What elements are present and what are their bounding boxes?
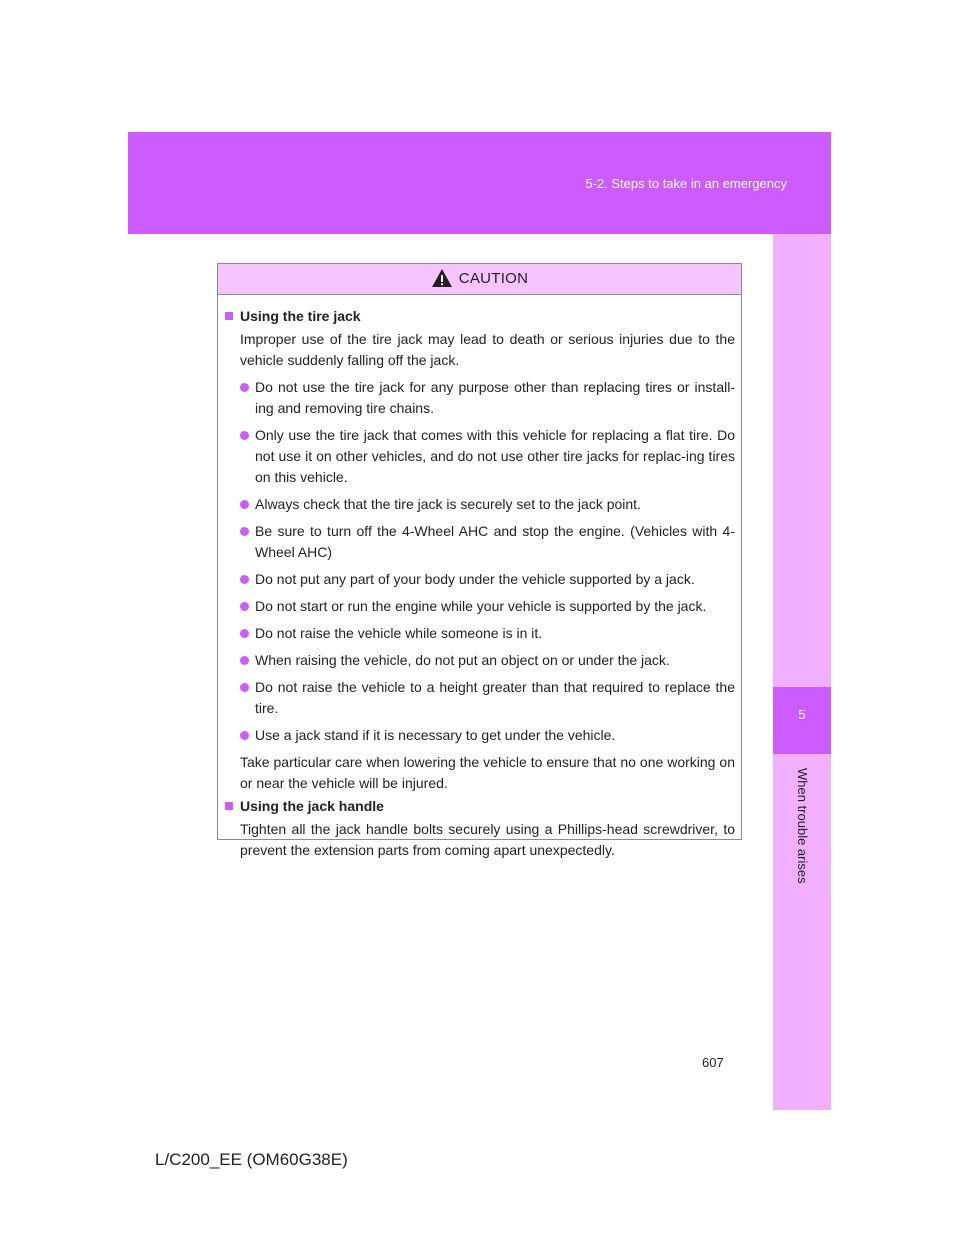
caution-header [218, 264, 741, 295]
bullet-dot-icon [240, 629, 249, 638]
bullet-item [240, 521, 735, 563]
chapter-label: When trouble arises [795, 768, 810, 884]
section-heading [225, 306, 735, 327]
bullet-dot-icon [240, 602, 249, 611]
bullet-dot-icon [240, 575, 249, 584]
bullet-dot-icon [240, 683, 249, 692]
bullet-item [240, 569, 735, 590]
bullet-item [240, 596, 735, 617]
bullet-item [240, 725, 735, 746]
section-heading [225, 796, 735, 817]
heading-text: Using the tire jack [240, 308, 361, 324]
heading-text: Using the jack handle [240, 798, 384, 814]
section-intro: Tighten all the jack handle bolts securely using a Phillips-head screwdriver, to prevent the extension parts from coming apart unexpectedly. [240, 821, 735, 858]
section-intro: Improper use of the tire jack may lead to death or serious injuries due to the vehicle suddenly falling off the jack. [240, 331, 735, 368]
bullet-item [240, 425, 735, 488]
bullet-item [240, 494, 735, 515]
bullet-text: Do not use the tire jack for any purpose other than replacing tires or install-ing and removing tire chains. [255, 379, 735, 416]
section-outro: Take particular care when lowering the vehicle to ensure that no one working on or near the vehicle will be injured. [240, 754, 735, 791]
caution-title: CAUTION [458, 269, 529, 287]
bullet-text: Do not start or run the engine while your vehicle is supported by the jack. [255, 598, 707, 614]
caution-box [217, 263, 742, 858]
bullet-text: Do not raise the vehicle to a height greater than that required to replace the tire. [255, 679, 735, 716]
bullet-text: Always check that the tire jack is securely set to the jack point. [255, 496, 641, 512]
bullet-dot-icon [240, 656, 249, 665]
header-band [128, 132, 831, 234]
chapter-number: 5 [798, 707, 806, 722]
bullet-item [240, 377, 735, 419]
bullet-dot-icon [240, 527, 249, 536]
bullet-text: Use a jack stand if it is necessary to get under the vehicle. [255, 727, 616, 743]
warning-triangle-icon [431, 268, 453, 288]
section-title: 5-2. Steps to take in an emergency [585, 176, 787, 191]
bullet-dot-icon [240, 383, 249, 392]
bullet-text: Be sure to turn off the 4-Wheel AHC and stop the engine. (Vehicles with 4-Wheel AHC) [255, 523, 735, 560]
bullet-dot-icon [240, 431, 249, 440]
bullet-dot-icon [240, 500, 249, 509]
bullet-text: Do not put any part of your body under the vehicle supported by a jack. [255, 571, 695, 587]
caution-body [218, 295, 741, 861]
bullet-dot-icon [240, 731, 249, 740]
square-bullet-icon [225, 802, 233, 810]
bullet-text: Only use the tire jack that comes with this vehicle for replacing a flat tire. Do not use it on other vehicles, and do not use other tire jacks for replac-ing tires on this vehicle. [255, 427, 735, 485]
chapter-tab[interactable] [773, 687, 831, 754]
bullet-item [240, 650, 735, 671]
bullet-item [240, 677, 735, 719]
chapter-side-strip [773, 234, 831, 1110]
bullet-text: When raising the vehicle, do not put an object on or under the jack. [255, 652, 670, 668]
bullet-item [240, 623, 735, 644]
page-number: 607 [702, 1055, 724, 1070]
bullet-text: Do not raise the vehicle while someone is in it. [255, 625, 543, 641]
bullet-list [225, 377, 735, 746]
square-bullet-icon [225, 312, 233, 320]
footer-code: L/C200_EE (OM60G38E) [155, 1150, 348, 1169]
